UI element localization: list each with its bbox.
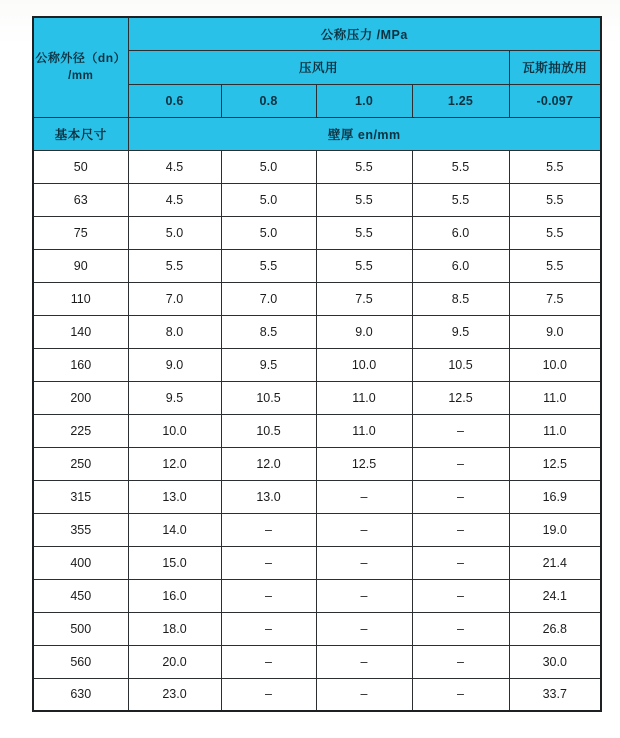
table-row — [33, 678, 601, 711]
value-cell: 7.5 — [509, 282, 601, 315]
pressure-value-header-4: -0.097 — [509, 84, 601, 117]
value-cell: 10.0 — [316, 348, 412, 381]
value-cell: – — [412, 480, 509, 513]
table-row — [33, 381, 601, 414]
table-row — [33, 282, 601, 315]
value-cell: – — [412, 513, 509, 546]
table-row — [33, 447, 601, 480]
value-cell: 24.1 — [509, 579, 601, 612]
value-cell: – — [316, 480, 412, 513]
outer-diameter-header — [33, 17, 128, 117]
value-cell: 12.0 — [128, 447, 221, 480]
dn-cell: 63 — [33, 183, 128, 216]
value-cell: 21.4 — [509, 546, 601, 579]
value-cell: 10.0 — [509, 348, 601, 381]
outer-diameter-line2: /mm — [68, 69, 94, 82]
dn-cell: 140 — [33, 315, 128, 348]
value-cell: 6.0 — [412, 216, 509, 249]
value-cell: 15.0 — [128, 546, 221, 579]
table-body — [33, 150, 601, 711]
table-row — [33, 513, 601, 546]
value-cell: 16.9 — [509, 480, 601, 513]
value-cell: 18.0 — [128, 612, 221, 645]
gas-drainage-header: 瓦斯抽放用 — [509, 50, 601, 84]
value-cell: 9.0 — [509, 315, 601, 348]
table-row — [33, 348, 601, 381]
value-cell: – — [316, 546, 412, 579]
value-cell: 19.0 — [509, 513, 601, 546]
table-row — [33, 579, 601, 612]
value-cell: 5.5 — [412, 150, 509, 183]
value-cell: 5.5 — [128, 249, 221, 282]
value-cell: 7.5 — [316, 282, 412, 315]
wall-thickness-header: 壁厚 en/mm — [128, 117, 601, 150]
value-cell: 5.0 — [221, 150, 316, 183]
value-cell: 23.0 — [128, 678, 221, 711]
dn-cell: 90 — [33, 249, 128, 282]
table-row — [33, 249, 601, 282]
value-cell: 12.0 — [221, 447, 316, 480]
dn-cell: 630 — [33, 678, 128, 711]
value-cell: – — [316, 513, 412, 546]
dn-cell: 200 — [33, 381, 128, 414]
dn-cell: 500 — [33, 612, 128, 645]
value-cell: 16.0 — [128, 579, 221, 612]
value-cell: 5.5 — [221, 249, 316, 282]
table-row — [33, 183, 601, 216]
dn-cell: 450 — [33, 579, 128, 612]
nominal-pressure-header: 公称压力 /MPa — [128, 17, 601, 50]
pressure-value-header-2: 1.0 — [316, 84, 412, 117]
value-cell: – — [316, 579, 412, 612]
dn-cell: 315 — [33, 480, 128, 513]
value-cell: 5.5 — [316, 183, 412, 216]
value-cell: 10.5 — [221, 414, 316, 447]
dn-cell: 75 — [33, 216, 128, 249]
value-cell: 13.0 — [128, 480, 221, 513]
value-cell: 10.5 — [221, 381, 316, 414]
value-cell: – — [221, 645, 316, 678]
dn-cell: 110 — [33, 282, 128, 315]
table-row — [33, 150, 601, 183]
value-cell: 5.5 — [316, 150, 412, 183]
value-cell: 11.0 — [316, 381, 412, 414]
value-cell: 9.0 — [316, 315, 412, 348]
value-cell: 4.5 — [128, 183, 221, 216]
header-row-pressure — [33, 17, 601, 50]
value-cell: 12.5 — [412, 381, 509, 414]
value-cell: 11.0 — [509, 414, 601, 447]
value-cell: – — [221, 678, 316, 711]
value-cell: 5.5 — [509, 249, 601, 282]
value-cell: 9.5 — [128, 381, 221, 414]
table-row — [33, 612, 601, 645]
dn-cell: 400 — [33, 546, 128, 579]
value-cell: 10.0 — [128, 414, 221, 447]
value-cell: 5.5 — [509, 183, 601, 216]
value-cell: – — [221, 579, 316, 612]
dn-cell: 355 — [33, 513, 128, 546]
dn-cell: 160 — [33, 348, 128, 381]
value-cell: 5.5 — [316, 216, 412, 249]
value-cell: 20.0 — [128, 645, 221, 678]
value-cell: – — [412, 414, 509, 447]
value-cell: 7.0 — [128, 282, 221, 315]
value-cell: 8.5 — [412, 282, 509, 315]
value-cell: 5.5 — [509, 150, 601, 183]
value-cell: 5.5 — [412, 183, 509, 216]
dn-cell: 225 — [33, 414, 128, 447]
header-row-basic-size — [33, 117, 601, 150]
value-cell: 8.5 — [221, 315, 316, 348]
table-row — [33, 480, 601, 513]
value-cell: – — [316, 612, 412, 645]
value-cell: 5.5 — [509, 216, 601, 249]
value-cell: 33.7 — [509, 678, 601, 711]
value-cell: – — [316, 645, 412, 678]
value-cell: – — [221, 546, 316, 579]
value-cell: – — [412, 447, 509, 480]
value-cell: – — [412, 645, 509, 678]
outer-diameter-line1: 公称外径（dn） — [35, 51, 127, 66]
value-cell: 4.5 — [128, 150, 221, 183]
value-cell: 30.0 — [509, 645, 601, 678]
value-cell: 9.5 — [412, 315, 509, 348]
value-cell: 12.5 — [509, 447, 601, 480]
dn-cell: 560 — [33, 645, 128, 678]
dn-cell: 250 — [33, 447, 128, 480]
table-row — [33, 216, 601, 249]
table-row — [33, 546, 601, 579]
value-cell: 5.0 — [221, 216, 316, 249]
value-cell: – — [412, 612, 509, 645]
value-cell: 5.0 — [128, 216, 221, 249]
value-cell: – — [412, 579, 509, 612]
value-cell: 14.0 — [128, 513, 221, 546]
pressure-value-header-3: 1.25 — [412, 84, 509, 117]
value-cell: 8.0 — [128, 315, 221, 348]
value-cell: 13.0 — [221, 480, 316, 513]
dn-cell: 50 — [33, 150, 128, 183]
value-cell: 26.8 — [509, 612, 601, 645]
pipe-spec-table — [32, 16, 602, 712]
pressure-value-header-1: 0.8 — [221, 84, 316, 117]
table-row — [33, 315, 601, 348]
value-cell: 11.0 — [509, 381, 601, 414]
basic-size-header: 基本尺寸 — [33, 117, 128, 150]
value-cell: 11.0 — [316, 414, 412, 447]
table-header — [33, 17, 601, 150]
value-cell: 6.0 — [412, 249, 509, 282]
value-cell: – — [412, 678, 509, 711]
value-cell: – — [221, 513, 316, 546]
compressed-air-header: 压风用 — [128, 50, 509, 84]
table-row — [33, 645, 601, 678]
value-cell: 5.0 — [221, 183, 316, 216]
value-cell: – — [221, 612, 316, 645]
value-cell: 7.0 — [221, 282, 316, 315]
value-cell: – — [412, 546, 509, 579]
value-cell: – — [316, 678, 412, 711]
table-row — [33, 414, 601, 447]
value-cell: 9.5 — [221, 348, 316, 381]
value-cell: 12.5 — [316, 447, 412, 480]
value-cell: 10.5 — [412, 348, 509, 381]
value-cell: 5.5 — [316, 249, 412, 282]
value-cell: 9.0 — [128, 348, 221, 381]
pressure-value-header-0: 0.6 — [128, 84, 221, 117]
